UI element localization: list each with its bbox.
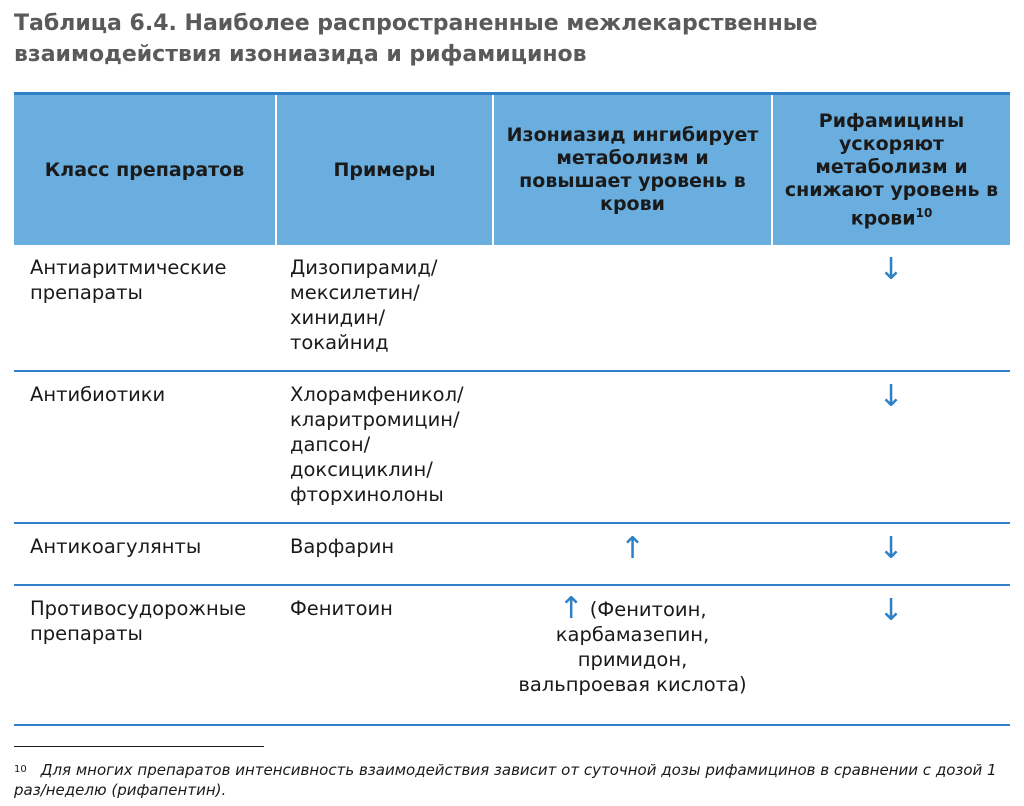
rifamycins-cell [772,245,1010,371]
isoniazid-cell [493,523,772,585]
header-class: Класс препаратов [14,94,276,246]
footnote-separator [14,746,264,747]
examples-cell: Варфарин [290,535,395,558]
table-title: Таблица 6.4. Наиболее распространенные межлекарственные взаимодействия изониазида и рифамицинов [14,11,818,67]
header-isoniazid: Изониазид ингибирует метаболизм и повышает уровень в крови [493,94,772,246]
examples-cell: Дизопирамид/ мексилетин/ хинидин/ токайнид [290,256,438,354]
examples-cell: Хлорамфеникол/ кларитромицин/ дапсон/ доксициклин/ фторхинолоны [290,383,464,506]
class-cell: Антиаритмические препараты [30,256,227,304]
header-row [14,94,1010,246]
class-cell: Противосудорожные препараты [30,597,247,645]
footnote [14,760,1010,800]
footnote-ref: 10 [915,205,933,220]
arrow-down-icon: ↓ [878,593,904,628]
table-row [14,371,1010,523]
arrow-down-icon: ↓ [878,252,904,287]
table-row [14,245,1010,371]
arrow-up-icon: ↑ [558,591,584,626]
footnote-number: 10 [14,764,27,775]
isoniazid-cell [493,245,772,371]
isoniazid-cell [493,585,772,725]
class-cell: Антикоагулянты [30,535,202,558]
isoniazid-note: (Фенитоин, карбамазепин, примидон, вальпроевая кислота) [518,598,747,696]
arrow-down-icon: ↓ [878,379,904,414]
interactions-table-wrap [14,92,1010,726]
arrow-down-icon: ↓ [878,531,904,566]
isoniazid-cell [493,371,772,523]
rifamycins-cell [772,585,1010,725]
footnote-text: Для многих препаратов интенсивность взаимодействия зависит от суточной дозы рифамицинов в сравнении с дозой 1 раз/неделю (рифапентин). [14,761,997,799]
rifamycins-cell [772,523,1010,585]
header-rifamycins: Рифамицины ускоряют метаболизм и снижают уровень в крови$^{10}$ [772,94,1010,246]
interactions-table [14,92,1010,726]
rifamycins-cell [772,371,1010,523]
header-examples: Примеры [276,94,493,246]
arrow-up-icon: ↑ [619,531,646,566]
table-row [14,523,1010,585]
examples-cell: Фенитоин [290,597,393,620]
table-row [14,585,1010,725]
class-cell: Антибиотики [30,383,166,406]
